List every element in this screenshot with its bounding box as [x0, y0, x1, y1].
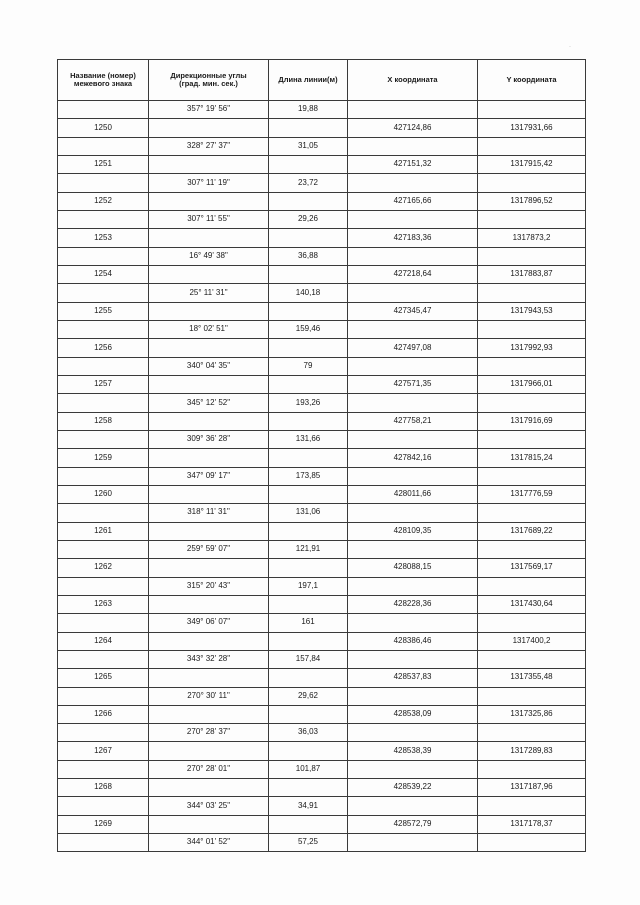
mark-name-cell [58, 650, 149, 668]
y-coordinate-cell: 1317430,64 [478, 595, 586, 613]
mark-name-cell: 1268 [58, 779, 149, 797]
table-row [58, 174, 586, 192]
line-length-cell: 161 [269, 614, 348, 632]
line-length-cell: 19,88 [269, 101, 348, 119]
mark-name-cell [58, 137, 149, 155]
direction-angle-cell: 315° 20' 43" [149, 577, 269, 595]
line-length-cell [269, 119, 348, 137]
y-coordinate-cell [478, 320, 586, 338]
table-row [58, 797, 586, 815]
direction-angle-cell [149, 339, 269, 357]
x-coordinate-cell [348, 724, 478, 742]
direction-angle-cell [149, 229, 269, 247]
line-length-cell [269, 779, 348, 797]
header-y-coordinate: Y координата [478, 60, 586, 101]
direction-angle-cell [149, 669, 269, 687]
table-row [58, 467, 586, 485]
mark-name-cell [58, 834, 149, 852]
x-coordinate-cell: 427218,64 [348, 265, 478, 283]
mark-name-cell [58, 577, 149, 595]
direction-angle-cell [149, 595, 269, 613]
y-coordinate-cell [478, 650, 586, 668]
line-length-cell: 101,87 [269, 760, 348, 778]
direction-angle-cell: 349° 06' 07" [149, 614, 269, 632]
direction-angle-cell: 307° 11' 55" [149, 210, 269, 228]
line-length-cell: 131,06 [269, 504, 348, 522]
direction-angle-cell [149, 815, 269, 833]
line-length-cell [269, 632, 348, 650]
x-coordinate-cell: 427571,35 [348, 375, 478, 393]
mark-name-cell [58, 284, 149, 302]
y-coordinate-cell: 1317325,86 [478, 705, 586, 723]
direction-angle-cell [149, 375, 269, 393]
x-coordinate-cell: 428109,35 [348, 522, 478, 540]
line-length-cell [269, 559, 348, 577]
header-x-coordinate: X координата [348, 60, 478, 101]
table-row [58, 559, 586, 577]
table-row [58, 339, 586, 357]
line-length-cell [269, 449, 348, 467]
direction-angle-cell: 345° 12' 52" [149, 394, 269, 412]
scan-speck: · [569, 44, 571, 50]
table-row [58, 669, 586, 687]
y-coordinate-cell [478, 394, 586, 412]
direction-angle-cell: 259° 59' 07" [149, 540, 269, 558]
x-coordinate-cell: 427151,32 [348, 155, 478, 173]
mark-name-cell [58, 210, 149, 228]
y-coordinate-cell: 1317776,59 [478, 485, 586, 503]
mark-name-cell: 1263 [58, 595, 149, 613]
direction-angle-cell: 16° 49' 38" [149, 247, 269, 265]
direction-angle-cell: 307° 11' 19" [149, 174, 269, 192]
line-length-cell [269, 229, 348, 247]
mark-name-cell: 1265 [58, 669, 149, 687]
mark-name-cell: 1250 [58, 119, 149, 137]
mark-name-cell: 1267 [58, 742, 149, 760]
x-coordinate-cell: 428572,79 [348, 815, 478, 833]
mark-name-cell: 1269 [58, 815, 149, 833]
line-length-cell [269, 302, 348, 320]
mark-name-cell [58, 504, 149, 522]
y-coordinate-cell [478, 247, 586, 265]
x-coordinate-cell: 428538,09 [348, 705, 478, 723]
table-row [58, 687, 586, 705]
table-row [58, 265, 586, 283]
table-row [58, 119, 586, 137]
direction-angle-cell [149, 632, 269, 650]
table-row [58, 724, 586, 742]
mark-name-cell [58, 467, 149, 485]
table-row [58, 834, 586, 852]
header-direction-angle: Дирекционные углы (град. мин. сек.) [149, 60, 269, 101]
line-length-cell [269, 815, 348, 833]
table-row [58, 320, 586, 338]
x-coordinate-cell [348, 174, 478, 192]
mark-name-cell: 1266 [58, 705, 149, 723]
direction-angle-cell [149, 412, 269, 430]
x-coordinate-cell: 427165,66 [348, 192, 478, 210]
y-coordinate-cell: 1317355,48 [478, 669, 586, 687]
table-body [58, 101, 586, 852]
y-coordinate-cell [478, 284, 586, 302]
table-row [58, 815, 586, 833]
y-coordinate-cell [478, 834, 586, 852]
x-coordinate-cell [348, 467, 478, 485]
line-length-cell: 57,25 [269, 834, 348, 852]
line-length-cell: 36,88 [269, 247, 348, 265]
x-coordinate-cell: 428537,83 [348, 669, 478, 687]
table-row [58, 229, 586, 247]
table-row [58, 412, 586, 430]
table-row [58, 779, 586, 797]
table-row [58, 485, 586, 503]
x-coordinate-cell [348, 650, 478, 668]
direction-angle-cell [149, 485, 269, 503]
x-coordinate-cell [348, 247, 478, 265]
x-coordinate-cell [348, 357, 478, 375]
y-coordinate-cell: 1317896,52 [478, 192, 586, 210]
y-coordinate-cell: 1317815,24 [478, 449, 586, 467]
direction-angle-cell [149, 705, 269, 723]
x-coordinate-cell [348, 834, 478, 852]
mark-name-cell [58, 724, 149, 742]
table-row [58, 302, 586, 320]
y-coordinate-cell [478, 724, 586, 742]
line-length-cell [269, 485, 348, 503]
y-coordinate-cell [478, 174, 586, 192]
y-coordinate-cell [478, 760, 586, 778]
direction-angle-cell: 270° 30' 11" [149, 687, 269, 705]
line-length-cell [269, 742, 348, 760]
x-coordinate-cell [348, 284, 478, 302]
table-row [58, 614, 586, 632]
direction-angle-cell: 25° 11' 31" [149, 284, 269, 302]
y-coordinate-cell: 1317931,66 [478, 119, 586, 137]
table-row [58, 284, 586, 302]
x-coordinate-cell [348, 577, 478, 595]
y-coordinate-cell: 1317916,69 [478, 412, 586, 430]
line-length-cell: 29,26 [269, 210, 348, 228]
direction-angle-cell [149, 192, 269, 210]
line-length-cell: 31,05 [269, 137, 348, 155]
direction-angle-cell: 344° 01' 52" [149, 834, 269, 852]
x-coordinate-cell [348, 687, 478, 705]
table-row [58, 760, 586, 778]
mark-name-cell: 1256 [58, 339, 149, 357]
line-length-cell: 23,72 [269, 174, 348, 192]
mark-name-cell [58, 357, 149, 375]
y-coordinate-cell: 1317915,42 [478, 155, 586, 173]
x-coordinate-cell [348, 210, 478, 228]
table-row [58, 595, 586, 613]
mark-name-cell: 1259 [58, 449, 149, 467]
mark-name-cell [58, 540, 149, 558]
line-length-cell [269, 412, 348, 430]
mark-name-cell: 1260 [58, 485, 149, 503]
direction-angle-cell: 270° 28' 37" [149, 724, 269, 742]
table-row [58, 449, 586, 467]
line-length-cell: 193,26 [269, 394, 348, 412]
x-coordinate-cell: 427183,36 [348, 229, 478, 247]
table-row [58, 522, 586, 540]
table-row [58, 577, 586, 595]
table-row [58, 394, 586, 412]
mark-name-cell [58, 320, 149, 338]
y-coordinate-cell [478, 577, 586, 595]
direction-angle-cell: 270° 28' 01" [149, 760, 269, 778]
mark-name-cell: 1252 [58, 192, 149, 210]
table-row [58, 650, 586, 668]
line-length-cell: 34,91 [269, 797, 348, 815]
x-coordinate-cell: 427758,21 [348, 412, 478, 430]
table-row [58, 247, 586, 265]
y-coordinate-cell: 1317178,37 [478, 815, 586, 833]
mark-name-cell [58, 614, 149, 632]
line-length-cell [269, 705, 348, 723]
direction-angle-cell [149, 449, 269, 467]
mark-name-cell [58, 101, 149, 119]
header-mark-name: Название (номер) межевого знака [58, 60, 149, 101]
table-row [58, 101, 586, 119]
y-coordinate-cell: 1317187,96 [478, 779, 586, 797]
x-coordinate-cell: 427345,47 [348, 302, 478, 320]
line-length-cell: 121,91 [269, 540, 348, 558]
direction-angle-cell: 309° 36' 28" [149, 430, 269, 448]
table-row [58, 192, 586, 210]
mark-name-cell [58, 174, 149, 192]
y-coordinate-cell: 1317689,22 [478, 522, 586, 540]
y-coordinate-cell [478, 467, 586, 485]
boundary-marks-table [57, 59, 586, 852]
direction-angle-cell [149, 155, 269, 173]
x-coordinate-cell [348, 797, 478, 815]
x-coordinate-cell [348, 394, 478, 412]
y-coordinate-cell: 1317943,53 [478, 302, 586, 320]
direction-angle-cell [149, 302, 269, 320]
table-header-row [58, 60, 586, 101]
mark-name-cell [58, 394, 149, 412]
mark-name-cell [58, 247, 149, 265]
x-coordinate-cell: 427842,16 [348, 449, 478, 467]
line-length-cell: 36,03 [269, 724, 348, 742]
x-coordinate-cell: 428228,36 [348, 595, 478, 613]
mark-name-cell: 1261 [58, 522, 149, 540]
mark-name-cell [58, 760, 149, 778]
line-length-cell [269, 192, 348, 210]
x-coordinate-cell [348, 614, 478, 632]
x-coordinate-cell [348, 137, 478, 155]
direction-angle-cell: 318° 11' 31" [149, 504, 269, 522]
line-length-cell: 140,18 [269, 284, 348, 302]
line-length-cell: 173,85 [269, 467, 348, 485]
direction-angle-cell [149, 119, 269, 137]
y-coordinate-cell: 1317966,01 [478, 375, 586, 393]
line-length-cell: 159,46 [269, 320, 348, 338]
y-coordinate-cell: 1317883,87 [478, 265, 586, 283]
x-coordinate-cell [348, 430, 478, 448]
line-length-cell [269, 669, 348, 687]
direction-angle-cell: 340° 04' 35" [149, 357, 269, 375]
y-coordinate-cell: 1317873,2 [478, 229, 586, 247]
y-coordinate-cell [478, 687, 586, 705]
table-row [58, 504, 586, 522]
line-length-cell: 131,66 [269, 430, 348, 448]
x-coordinate-cell: 427124,86 [348, 119, 478, 137]
mark-name-cell: 1264 [58, 632, 149, 650]
y-coordinate-cell [478, 137, 586, 155]
direction-angle-cell: 357° 19' 56" [149, 101, 269, 119]
direction-angle-cell: 343° 32' 28" [149, 650, 269, 668]
table-row [58, 705, 586, 723]
mark-name-cell: 1251 [58, 155, 149, 173]
x-coordinate-cell: 428538,39 [348, 742, 478, 760]
y-coordinate-cell: 1317569,17 [478, 559, 586, 577]
mark-name-cell: 1254 [58, 265, 149, 283]
table-row [58, 155, 586, 173]
mark-name-cell: 1255 [58, 302, 149, 320]
line-length-cell [269, 265, 348, 283]
x-coordinate-cell [348, 101, 478, 119]
x-coordinate-cell [348, 320, 478, 338]
line-length-cell: 157,84 [269, 650, 348, 668]
mark-name-cell: 1258 [58, 412, 149, 430]
mark-name-cell: 1257 [58, 375, 149, 393]
direction-angle-cell [149, 559, 269, 577]
table-row [58, 137, 586, 155]
mark-name-cell [58, 430, 149, 448]
table-row [58, 210, 586, 228]
header-line-length: Длина линии(м) [269, 60, 348, 101]
y-coordinate-cell [478, 540, 586, 558]
direction-angle-cell: 344° 03' 25" [149, 797, 269, 815]
direction-angle-cell [149, 522, 269, 540]
line-length-cell: 29,62 [269, 687, 348, 705]
y-coordinate-cell [478, 614, 586, 632]
direction-angle-cell [149, 265, 269, 283]
y-coordinate-cell: 1317289,83 [478, 742, 586, 760]
direction-angle-cell: 328° 27' 37" [149, 137, 269, 155]
y-coordinate-cell [478, 357, 586, 375]
y-coordinate-cell [478, 797, 586, 815]
x-coordinate-cell: 428088,15 [348, 559, 478, 577]
x-coordinate-cell: 427497,08 [348, 339, 478, 357]
table-row [58, 540, 586, 558]
line-length-cell [269, 595, 348, 613]
direction-angle-cell: 18° 02' 51" [149, 320, 269, 338]
table-row [58, 430, 586, 448]
y-coordinate-cell [478, 430, 586, 448]
line-length-cell [269, 375, 348, 393]
mark-name-cell: 1253 [58, 229, 149, 247]
x-coordinate-cell: 428011,66 [348, 485, 478, 503]
line-length-cell: 197,1 [269, 577, 348, 595]
line-length-cell [269, 522, 348, 540]
x-coordinate-cell [348, 540, 478, 558]
mark-name-cell: 1262 [58, 559, 149, 577]
direction-angle-cell: 347° 09' 17" [149, 467, 269, 485]
y-coordinate-cell: 1317992,93 [478, 339, 586, 357]
line-length-cell: 79 [269, 357, 348, 375]
table-row [58, 632, 586, 650]
x-coordinate-cell [348, 504, 478, 522]
line-length-cell [269, 155, 348, 173]
direction-angle-cell [149, 779, 269, 797]
y-coordinate-cell: 1317400,2 [478, 632, 586, 650]
table-row [58, 375, 586, 393]
mark-name-cell [58, 797, 149, 815]
x-coordinate-cell: 428386,46 [348, 632, 478, 650]
y-coordinate-cell [478, 210, 586, 228]
y-coordinate-cell [478, 101, 586, 119]
x-coordinate-cell: 428539,22 [348, 779, 478, 797]
mark-name-cell [58, 687, 149, 705]
y-coordinate-cell [478, 504, 586, 522]
table-row [58, 357, 586, 375]
x-coordinate-cell [348, 760, 478, 778]
line-length-cell [269, 339, 348, 357]
table-row [58, 742, 586, 760]
direction-angle-cell [149, 742, 269, 760]
